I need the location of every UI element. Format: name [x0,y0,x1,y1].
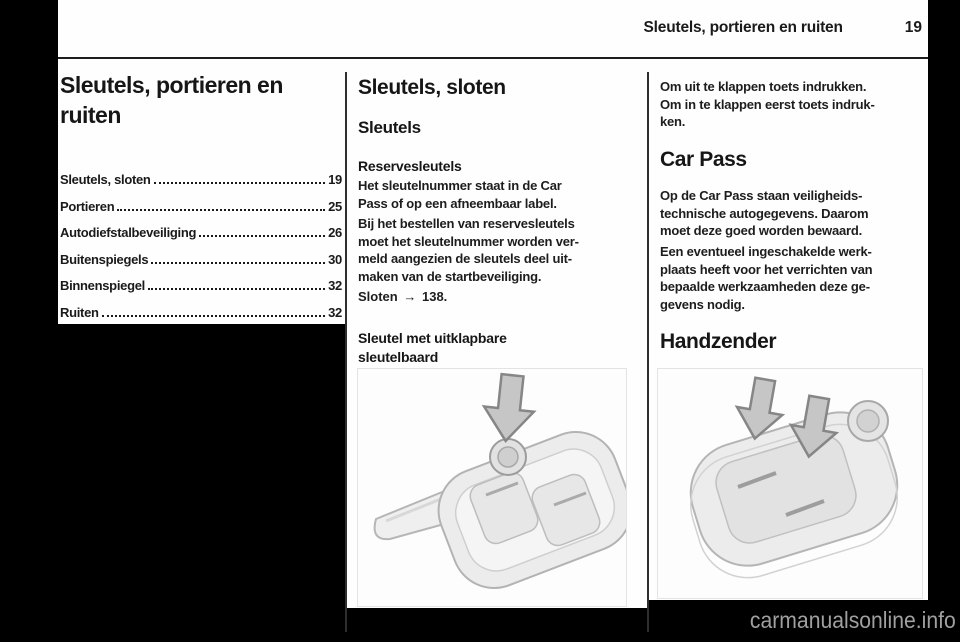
cross-reference-arrow-icon: → [403,289,417,304]
paragraph-line: moet het sleutelnummer worden ver- [358,233,579,249]
toc-label: Sleutels, sloten [60,172,151,187]
toc-entry-ruiten [60,305,342,332]
toc-page-number: 19 [328,172,342,187]
paragraph-line: Een eventueel ingeschakelde werk- [660,244,872,259]
heading-reservesleutels: Reservesleutels [358,158,462,174]
paragraph-line: Bij het bestellen van reservesleutels [358,216,575,231]
toc-page-number: 32 [328,304,342,320]
press-arrow-icon [481,373,538,444]
chapter-title-line1: Sleutels, portieren en [60,72,283,98]
running-header [58,0,922,56]
toc-page-number: 30 [328,251,342,267]
section-title-sleutels-sloten: Sleutels, sloten [358,76,506,99]
column-divider-right [647,72,649,632]
toc-dot-leader [102,315,325,317]
toc-label: Ruiten [60,304,99,320]
remote-key-illustration [657,368,923,599]
paragraph-werkplaats [660,243,922,313]
toc-label: Buitenspiegels [60,251,149,267]
watermark-text: carmanualsonline.info [750,607,956,633]
heading-line: sleutelbaard [358,348,439,365]
running-header-title: Sleutels, portieren en ruiten [643,19,843,36]
toc-entry-buitenspiegels [60,252,342,279]
heading-sleutel-met-uitklapbare-sleutelbaard [358,329,507,366]
toc-entry-binnenspiegel [60,278,342,305]
header-rule [58,57,928,59]
subsection-title-sleutels: Sleutels [358,118,421,137]
paragraph-line: Het sleutelnummer staat in de Car [358,178,562,193]
paragraph-line: Om uit te klappen toets indrukken. [660,79,867,94]
key-ring-knob-center [857,410,879,432]
paragraph-line: bepaalde werkzaamheden deze ge- [660,279,870,294]
cross-reference-sloten [358,289,447,304]
paragraph-line: Pass of op een afneembaar label. [358,195,557,211]
table-of-contents [60,172,342,331]
remote-key-drawing [658,369,922,598]
toc-entry-sleutels-sloten [60,172,342,199]
toc-dot-leader [151,262,325,264]
chapter-title-line2: ruiten [60,102,121,128]
cross-reference-label: Sloten [358,289,398,304]
toc-dot-leader [117,209,325,211]
paragraph-line: ken. [660,114,686,129]
toc-label: Autodiefstalbeveiliging [60,225,197,240]
paragraph-line: moet deze goed worden bewaard. [660,223,863,238]
flip-key-drawing [358,369,626,606]
paragraph-line: technische autogegevens. Daarom [660,205,869,221]
section-title-handzender: Handzender [660,330,777,353]
toc-dot-leader [148,288,325,290]
page-number: 19 [904,19,922,36]
paragraph-car-pass-gegevens [660,187,922,240]
toc-dot-leader [199,235,325,237]
paragraph-line: Om in te klappen eerst toets indruk- [660,96,875,112]
toc-page-number: 26 [328,225,342,240]
flip-key-illustration [357,368,627,607]
release-button-center [498,447,518,467]
toc-page-number: 25 [328,198,342,214]
heading-line: Sleutel met uitklapbare [358,330,507,346]
toc-page-number: 32 [328,278,342,293]
paragraph-sleutelnummer [358,177,642,212]
toc-dot-leader [154,182,326,184]
toc-entry-autodiefstalbeveiliging [60,225,342,252]
paragraph-line: maken van de startbeveiliging. [358,268,542,284]
paragraph-line: plaats heeft voor het verrichten van [660,261,873,277]
paragraph-uitklappen [660,78,922,131]
paragraph-reservesleutels-bestellen [358,215,642,285]
paragraph-line: meld aangezien de sleutels deel uit- [358,251,572,266]
toc-label: Binnenspiegel [60,278,145,293]
column-divider-left [345,72,347,632]
paragraph-line: gevens nodig. [660,296,745,312]
cross-reference-page: 138. [421,289,448,304]
toc-label: Portieren [60,198,115,214]
toc-entry-portieren [60,199,342,226]
section-title-car-pass: Car Pass [660,148,747,171]
paragraph-line: Op de Car Pass staan veiligheids- [660,188,863,203]
chapter-title [60,70,360,130]
